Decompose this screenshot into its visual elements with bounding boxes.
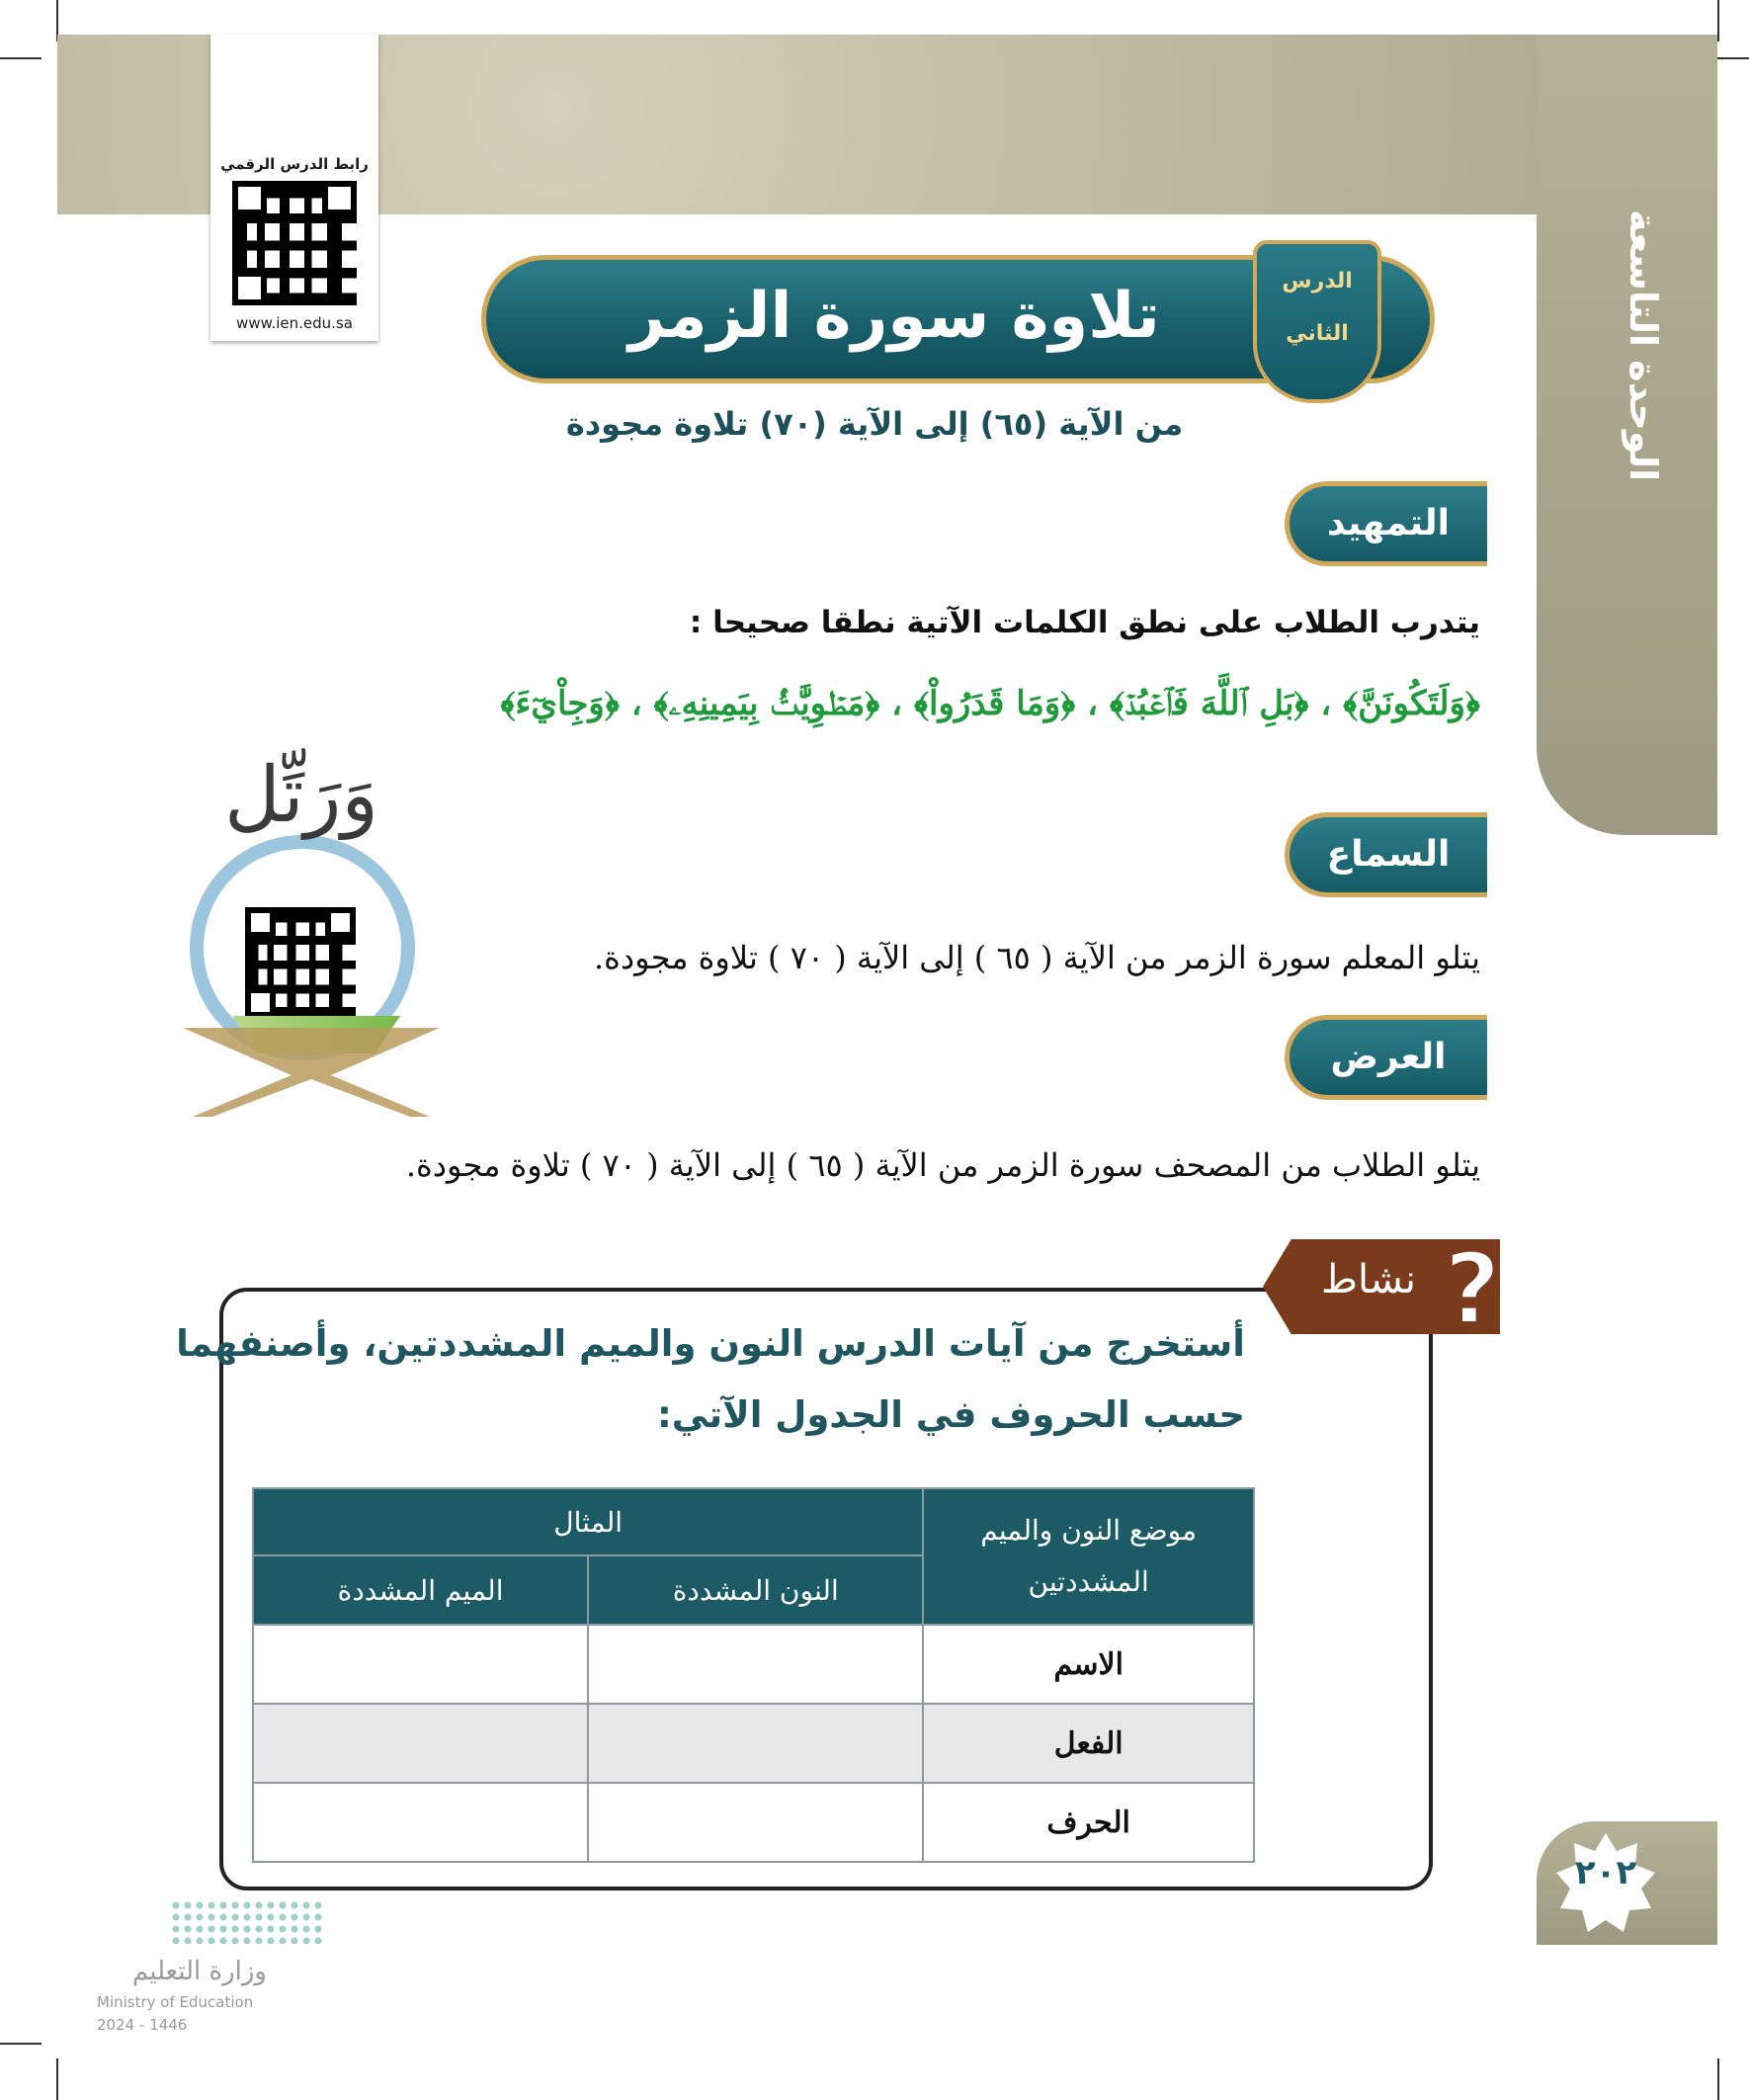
- answer-cell[interactable]: [253, 1704, 588, 1783]
- answer-cell[interactable]: [588, 1704, 923, 1783]
- lesson-tag-label: الدرس: [1282, 269, 1353, 294]
- answer-cell[interactable]: [588, 1783, 923, 1862]
- recitation-calligraphy: وَرَتِّل: [223, 751, 379, 840]
- row-label-particle: الحرف: [923, 1783, 1254, 1862]
- answer-cell[interactable]: [253, 1783, 588, 1862]
- lesson-subtitle: من الآية (٦٥) إلى الآية (٧٠) تلاوة مجودة: [565, 405, 1184, 443]
- answer-cell[interactable]: [253, 1625, 588, 1704]
- quran-stand-icon: [183, 1028, 440, 1117]
- crop-mark: [1717, 0, 1719, 42]
- activity-instruction-line1: أستخرج من آيات الدرس النون والميم المشددتين، وأصنفهما: [176, 1322, 1245, 1365]
- ministry-logo-dots: [170, 1899, 323, 1944]
- crop-mark: [1717, 2058, 1719, 2100]
- table-row: [253, 1625, 1254, 1704]
- section-header-listening: [1285, 812, 1487, 897]
- table-row: [253, 1783, 1254, 1862]
- section-header-presentation: [1285, 1015, 1487, 1100]
- row-label-noun: الاسم: [923, 1625, 1254, 1704]
- qr-code-icon[interactable]: [245, 907, 356, 1018]
- table-row: [253, 1704, 1254, 1783]
- practice-words: ﴿وَلَتَكُونَنَّ﴾ ، ﴿بَلِ ٱللَّهَ فَٱعۡبُدۡ﴾ ، ﴿وَمَا قَدَرُواْ﴾ ، ﴿مَطۡوِيَّٰتُۢ بِيَمِينِهِۦ﴾ ، ﴿وَجِاْيٓءَ﴾: [500, 684, 1480, 723]
- header-meem: الميم المشددة: [253, 1555, 588, 1625]
- row-label-verb: الفعل: [923, 1704, 1254, 1783]
- section-header-listening-label: السماع: [1326, 834, 1451, 875]
- activity-instruction-line2: حسب الحروف في الجدول الآتي:: [657, 1393, 1245, 1436]
- table-header-row: [253, 1488, 1254, 1555]
- header-example: المثال: [253, 1488, 923, 1555]
- ministry-year: 2024 - 1446: [97, 2016, 188, 2034]
- section-header-intro-label: التمهيد: [1327, 503, 1450, 544]
- answer-cell[interactable]: [588, 1625, 923, 1704]
- crop-mark: [0, 2043, 42, 2045]
- section-header-intro: [1285, 481, 1487, 566]
- lesson-tag-number: الثاني: [1286, 321, 1349, 346]
- ministry-name-ar: وزارة التعليم: [131, 1957, 267, 1986]
- presentation-text: يتلو الطلاب من المصحف سورة الزمر من الآية ( ٦٥ ) إلى الآية ( ٧٠ ) تلاوة مجودة.: [405, 1146, 1480, 1184]
- page-number: ٢٠٢: [1574, 1853, 1637, 1892]
- qr-code-icon[interactable]: [232, 181, 357, 305]
- intro-text: يتدرب الطلاب على نطق الكلمات الآتية نطقا صحيحا :: [689, 605, 1480, 640]
- activity-tab-label: نشاط: [1321, 1257, 1416, 1302]
- question-mark-icon: ?: [1443, 1231, 1501, 1347]
- header-noon: النون المشددة: [588, 1555, 923, 1625]
- digital-lesson-qr-card[interactable]: [210, 35, 378, 341]
- qr-card-caption: رابط الدرس الرقمي: [220, 155, 369, 173]
- crop-mark: [0, 57, 42, 59]
- listening-text: يتلو المعلم سورة الزمر من الآية ( ٦٥ ) إلى الآية ( ٧٠ ) تلاوة مجودة.: [593, 939, 1480, 976]
- crop-mark: [56, 2058, 58, 2100]
- header-position: موضع النون والميم المشددتين: [923, 1488, 1254, 1625]
- section-header-presentation-label: العرض: [1330, 1037, 1447, 1077]
- qr-card-url[interactable]: www.ien.edu.sa: [236, 314, 353, 332]
- classification-table: [252, 1487, 1255, 1863]
- page-title: تلاوة سورة الزمر: [628, 280, 1160, 353]
- ministry-name-en: Ministry of Education: [97, 1993, 254, 2011]
- unit-label: الوحدة التاسعة: [1622, 210, 1665, 482]
